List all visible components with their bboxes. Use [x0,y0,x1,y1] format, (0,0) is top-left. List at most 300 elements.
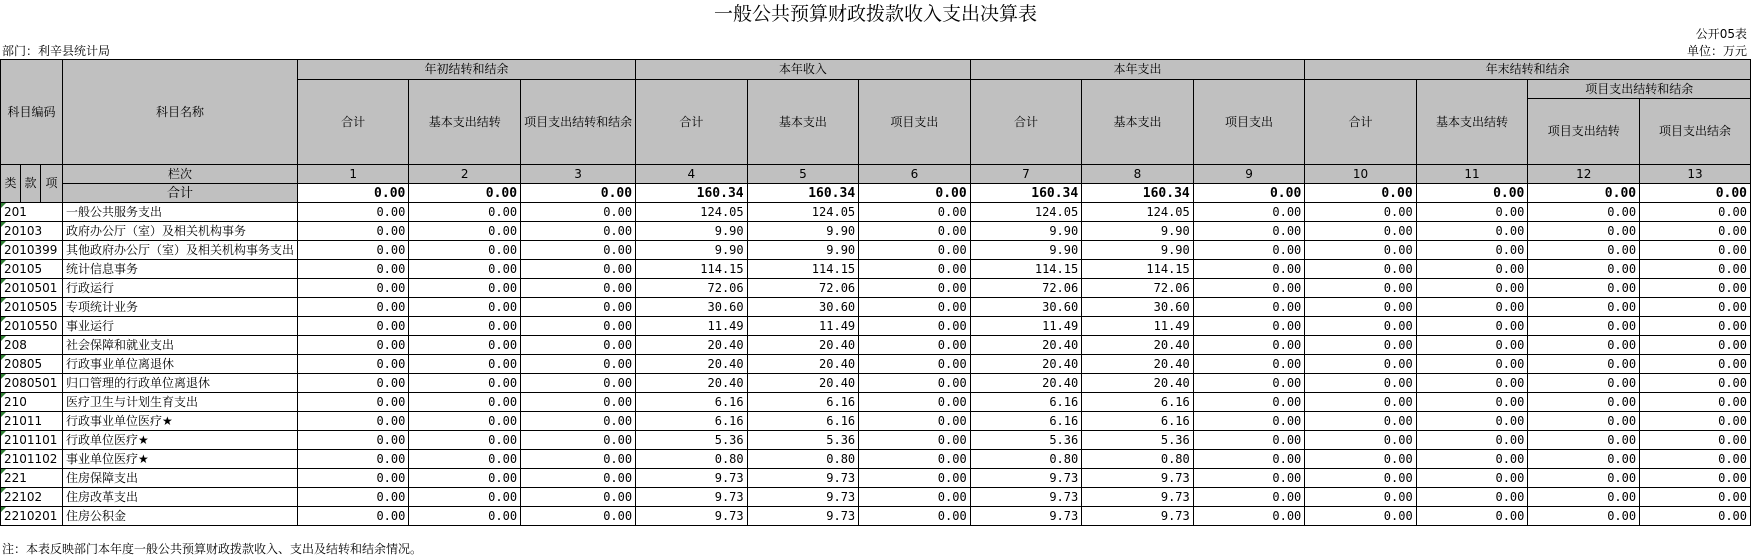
row-code: 20105 [1,260,63,279]
row-cell: 72.06 [747,279,859,298]
row-cell: 20.40 [970,355,1082,374]
row-cell: 0.00 [297,279,408,298]
row-code: 2101101 [1,431,63,450]
row-cell: 9.73 [970,469,1082,488]
table-row [1,241,1751,260]
col-number: 11 [1416,165,1528,184]
row-cell: 0.00 [297,241,408,260]
row-name: 归口管理的行政单位离退休 [62,374,297,393]
total-cell: 0.00 [1640,184,1751,203]
row-cell: 0.00 [1193,412,1305,431]
total-cell: 0.00 [1416,184,1528,203]
row-cell: 0.00 [297,469,408,488]
row-cell: 9.73 [636,488,748,507]
row-code: 21011 [1,412,63,431]
row-cell: 0.00 [297,431,408,450]
table-row [1,260,1751,279]
row-cell: 0.00 [521,279,636,298]
row-cell: 0.00 [297,488,408,507]
row-cell: 0.00 [1528,374,1640,393]
row-cell: 0.00 [521,317,636,336]
row-cell: 0.00 [1528,298,1640,317]
row-cell: 9.73 [1082,488,1194,507]
row-cell: 9.73 [747,507,859,526]
row-cell: 0.00 [1528,222,1640,241]
row-cell: 0.00 [1528,241,1640,260]
row-name: 政府办公厅（室）及相关机构事务 [62,222,297,241]
row-cell: 0.00 [1193,222,1305,241]
total-cell: 0.00 [297,184,408,203]
row-cell: 9.73 [1082,469,1194,488]
row-cell: 0.00 [1305,374,1416,393]
row-cell: 11.49 [1082,317,1194,336]
row-cell: 9.73 [1082,507,1194,526]
row-cell: 0.00 [521,336,636,355]
row-cell: 0.00 [859,355,971,374]
row-cell: 0.00 [1640,488,1751,507]
row-cell: 0.00 [297,507,408,526]
row-cell: 0.00 [1528,336,1640,355]
row-cell: 9.73 [970,488,1082,507]
row-cell: 0.00 [521,260,636,279]
row-cell: 0.00 [409,336,521,355]
row-cell: 6.16 [636,393,748,412]
row-cell: 0.00 [409,298,521,317]
header-code: 科目编码 [1,60,63,165]
row-cell: 20.40 [636,336,748,355]
total-row [1,184,1751,203]
header-col-12: 项目支出结转 [1528,99,1640,165]
header-col-5: 基本支出 [747,80,859,165]
row-code: 2010399 [1,241,63,260]
row-code: 2010550 [1,317,63,336]
row-cell: 0.80 [747,450,859,469]
row-cell: 0.00 [409,450,521,469]
header-col-7: 合计 [970,80,1082,165]
row-cell: 0.00 [1305,412,1416,431]
row-cell: 0.80 [1082,450,1194,469]
header-section: 款 [20,165,40,203]
row-cell: 0.00 [1193,507,1305,526]
col-number: 10 [1305,165,1416,184]
table-row [1,469,1751,488]
row-cell: 0.00 [1416,336,1528,355]
row-cell: 0.00 [1193,450,1305,469]
row-cell: 0.00 [1640,374,1751,393]
row-name: 事业单位医疗★ [62,450,297,469]
row-cell: 0.00 [409,203,521,222]
total-cell: 0.00 [1193,184,1305,203]
row-cell: 0.00 [521,393,636,412]
col-number: 9 [1193,165,1305,184]
row-cell: 0.00 [1305,336,1416,355]
row-cell: 0.00 [859,469,971,488]
row-name: 其他政府办公厅（室）及相关机构事务支出 [62,241,297,260]
row-cell: 0.00 [409,279,521,298]
table-row [1,450,1751,469]
row-cell: 114.15 [747,260,859,279]
row-cell: 6.16 [970,393,1082,412]
row-cell: 0.00 [1528,279,1640,298]
row-cell: 72.06 [970,279,1082,298]
row-cell: 0.00 [1416,241,1528,260]
col-number: 1 [297,165,408,184]
row-cell: 0.00 [297,336,408,355]
row-cell: 6.16 [747,412,859,431]
row-cell: 0.00 [859,507,971,526]
header-col-8: 基本支出 [1082,80,1194,165]
total-cell: 160.34 [747,184,859,203]
header-col-1: 合计 [297,80,408,165]
row-code: 201 [1,203,63,222]
row-name: 行政事业单位离退休 [62,355,297,374]
row-cell: 9.90 [747,241,859,260]
row-name: 行政单位医疗★ [62,431,297,450]
row-cell: 20.40 [1082,374,1194,393]
row-cell: 0.00 [1528,507,1640,526]
table-row [1,412,1751,431]
row-cell: 0.00 [1193,298,1305,317]
col-number: 6 [859,165,971,184]
row-cell: 0.00 [521,355,636,374]
row-cell: 0.00 [859,222,971,241]
row-cell: 9.90 [636,222,748,241]
header-group-opening: 年初结转和结余 [297,60,635,80]
row-cell: 0.00 [859,393,971,412]
row-name: 住房保障支出 [62,469,297,488]
row-cell: 0.00 [1305,488,1416,507]
total-cell: 160.34 [970,184,1082,203]
row-cell: 0.00 [1193,317,1305,336]
row-cell: 0.00 [1416,507,1528,526]
row-name: 事业运行 [62,317,297,336]
row-cell: 20.40 [970,374,1082,393]
row-cell: 0.00 [297,393,408,412]
row-cell: 114.15 [636,260,748,279]
header-col-9: 项目支出 [1193,80,1305,165]
row-cell: 0.00 [1528,488,1640,507]
row-cell: 30.60 [636,298,748,317]
row-cell: 0.00 [1640,450,1751,469]
row-cell: 9.73 [747,469,859,488]
row-cell: 0.00 [859,279,971,298]
row-cell: 0.00 [1193,241,1305,260]
row-cell: 0.00 [1305,203,1416,222]
row-cell: 0.00 [1193,469,1305,488]
total-cell: 0.00 [521,184,636,203]
row-cell: 114.15 [970,260,1082,279]
row-cell: 9.90 [1082,222,1194,241]
row-name: 一般公共服务支出 [62,203,297,222]
header-group-closing: 年末结转和结余 [1305,60,1751,80]
row-cell: 11.49 [636,317,748,336]
row-cell: 0.00 [1528,317,1640,336]
row-cell: 0.00 [1305,355,1416,374]
row-name: 住房公积金 [62,507,297,526]
row-cell: 0.00 [409,507,521,526]
row-cell: 0.00 [1640,241,1751,260]
row-cell: 0.00 [859,336,971,355]
row-cell: 0.00 [521,298,636,317]
row-cell: 0.00 [409,374,521,393]
header-col-3: 项目支出结转和结余 [521,80,636,165]
row-cell: 0.00 [1640,260,1751,279]
header-group-income: 本年收入 [636,60,971,80]
row-cell: 0.00 [409,393,521,412]
row-cell: 0.00 [1416,317,1528,336]
row-cell: 0.00 [521,374,636,393]
row-cell: 0.00 [1528,203,1640,222]
row-cell: 0.00 [1416,203,1528,222]
row-cell: 0.00 [1416,222,1528,241]
row-code: 2210201 [1,507,63,526]
table-row [1,431,1751,450]
col-number: 13 [1640,165,1751,184]
row-cell: 20.40 [747,355,859,374]
row-cell: 6.16 [636,412,748,431]
total-cell: 0.00 [1305,184,1416,203]
col-number: 8 [1082,165,1194,184]
header-col-13: 项目支出结余 [1640,99,1751,165]
row-cell: 0.00 [521,241,636,260]
row-cell: 0.00 [521,507,636,526]
col-number: 5 [747,165,859,184]
header-name: 科目名称 [62,60,297,165]
total-cell: 0.00 [859,184,971,203]
row-cell: 0.00 [1640,336,1751,355]
row-cell: 0.00 [409,431,521,450]
row-cell: 0.00 [1416,393,1528,412]
table-row [1,355,1751,374]
row-cell: 0.00 [1416,488,1528,507]
row-cell: 30.60 [747,298,859,317]
row-cell: 9.90 [970,241,1082,260]
col-number: 2 [409,165,521,184]
row-cell: 0.00 [1305,298,1416,317]
row-cell: 20.40 [636,374,748,393]
row-cell: 0.00 [1305,507,1416,526]
header-col-6: 项目支出 [859,80,971,165]
report-title: 一般公共预算财政拨款收入支出决算表 [713,3,1037,25]
row-cell: 0.00 [1640,279,1751,298]
row-cell: 0.00 [859,203,971,222]
row-cell: 9.73 [747,488,859,507]
row-name: 住房改革支出 [62,488,297,507]
row-cell: 9.90 [747,222,859,241]
row-cell: 0.00 [409,469,521,488]
row-cell: 0.00 [1528,393,1640,412]
row-cell: 0.00 [1193,279,1305,298]
row-cell: 20.40 [636,355,748,374]
row-cell: 124.05 [1082,203,1194,222]
row-cell: 0.00 [297,355,408,374]
row-cell: 20.40 [970,336,1082,355]
header-subgroup-project: 项目支出结转和结余 [1528,80,1751,99]
row-cell: 0.00 [1640,469,1751,488]
table-row [1,507,1751,526]
row-cell: 9.90 [1082,241,1194,260]
row-cell: 0.00 [409,355,521,374]
row-cell: 0.00 [409,222,521,241]
row-cell: 30.60 [970,298,1082,317]
row-cell: 9.90 [636,241,748,260]
total-cell: 0.00 [409,184,521,203]
row-cell: 0.80 [636,450,748,469]
row-name: 社会保障和就业支出 [62,336,297,355]
row-cell: 0.00 [1305,222,1416,241]
row-name: 专项统计业务 [62,298,297,317]
row-cell: 0.00 [521,450,636,469]
row-cell: 11.49 [970,317,1082,336]
row-code: 2080501 [1,374,63,393]
row-cell: 20.40 [1082,355,1194,374]
table-row [1,488,1751,507]
row-cell: 9.73 [636,469,748,488]
row-cell: 9.73 [970,507,1082,526]
row-cell: 0.00 [521,469,636,488]
row-cell: 0.00 [859,241,971,260]
row-name: 统计信息事务 [62,260,297,279]
row-cell: 0.00 [1640,431,1751,450]
row-cell: 0.00 [409,260,521,279]
row-cell: 9.90 [970,222,1082,241]
row-cell: 0.00 [409,317,521,336]
row-code: 2010505 [1,298,63,317]
row-cell: 124.05 [747,203,859,222]
budget-table [0,59,1751,526]
row-cell: 20.40 [747,374,859,393]
row-cell: 72.06 [636,279,748,298]
row-cell: 0.00 [1416,450,1528,469]
row-cell: 0.00 [1305,279,1416,298]
row-cell: 0.00 [297,317,408,336]
row-cell: 0.00 [1193,488,1305,507]
row-cell: 0.00 [1193,374,1305,393]
row-cell: 0.00 [1416,260,1528,279]
table-row [1,317,1751,336]
row-cell: 0.00 [1416,431,1528,450]
row-cell: 0.00 [297,298,408,317]
row-cell: 0.00 [859,450,971,469]
row-cell: 0.00 [521,222,636,241]
department-label: 部门：利辛县统计局 [2,44,111,58]
header-col-10: 合计 [1305,80,1416,165]
row-cell: 0.00 [1305,241,1416,260]
header-col-11: 基本支出结转 [1416,80,1528,165]
row-cell: 0.00 [1305,317,1416,336]
row-cell: 0.00 [521,412,636,431]
row-cell: 124.05 [970,203,1082,222]
row-cell: 30.60 [1082,298,1194,317]
row-cell: 0.00 [521,203,636,222]
row-cell: 0.00 [859,488,971,507]
row-cell: 0.00 [1640,317,1751,336]
row-cell: 0.00 [859,260,971,279]
table-row [1,203,1751,222]
row-cell: 0.00 [1305,393,1416,412]
unit-label: 单位：万元 [1686,44,1747,58]
row-cell: 0.00 [859,374,971,393]
table-row [1,374,1751,393]
table-row [1,222,1751,241]
row-code: 20103 [1,222,63,241]
row-cell: 0.00 [521,488,636,507]
row-cell: 0.00 [1193,203,1305,222]
row-cell: 124.05 [636,203,748,222]
row-cell: 0.00 [1640,298,1751,317]
col-number: 4 [636,165,748,184]
row-name: 行政事业单位医疗★ [62,412,297,431]
table-row [1,298,1751,317]
col-number: 12 [1528,165,1640,184]
total-label: 合计 [62,184,297,203]
row-name: 医疗卫生与计划生育支出 [62,393,297,412]
row-cell: 5.36 [1082,431,1194,450]
row-cell: 0.00 [1193,393,1305,412]
form-id-label: 公开05表 [1695,27,1747,41]
row-cell: 0.00 [1640,412,1751,431]
row-cell: 0.00 [1640,222,1751,241]
header-group-expenditure: 本年支出 [970,60,1305,80]
row-cell: 9.73 [636,507,748,526]
header-col-2: 基本支出结转 [409,80,521,165]
header-class: 类 [1,165,21,203]
row-cell: 0.00 [1640,355,1751,374]
row-cell: 0.00 [1416,298,1528,317]
row-cell: 11.49 [747,317,859,336]
header-item: 项 [40,165,62,203]
row-cell: 0.00 [1193,431,1305,450]
col-number: 3 [521,165,636,184]
row-cell: 0.00 [297,260,408,279]
row-cell: 6.16 [747,393,859,412]
row-cell: 0.00 [1193,260,1305,279]
row-cell: 0.00 [1305,260,1416,279]
row-cell: 0.00 [1640,507,1751,526]
row-cell: 0.00 [297,374,408,393]
row-cell: 72.06 [1082,279,1194,298]
row-cell: 0.80 [970,450,1082,469]
row-cell: 114.15 [1082,260,1194,279]
row-cell: 0.00 [409,241,521,260]
row-cell: 0.00 [1416,355,1528,374]
row-cell: 0.00 [1528,431,1640,450]
row-cell: 6.16 [970,412,1082,431]
row-cell: 6.16 [1082,393,1194,412]
row-cell: 5.36 [636,431,748,450]
row-cell: 0.00 [1416,374,1528,393]
row-cell: 0.00 [409,412,521,431]
row-cell: 0.00 [1528,260,1640,279]
row-cell: 0.00 [1640,203,1751,222]
total-cell: 0.00 [1528,184,1640,203]
row-cell: 0.00 [859,412,971,431]
row-cell: 0.00 [1640,393,1751,412]
row-cell: 0.00 [297,450,408,469]
row-code: 22102 [1,488,63,507]
row-cell: 20.40 [1082,336,1194,355]
row-cell: 0.00 [859,298,971,317]
total-cell: 160.34 [636,184,748,203]
row-cell: 0.00 [1416,412,1528,431]
row-cell: 0.00 [1193,355,1305,374]
row-cell: 0.00 [1305,469,1416,488]
table-row [1,336,1751,355]
row-code: 2101102 [1,450,63,469]
row-cell: 0.00 [1193,336,1305,355]
row-cell: 0.00 [1528,412,1640,431]
row-cell: 0.00 [521,431,636,450]
